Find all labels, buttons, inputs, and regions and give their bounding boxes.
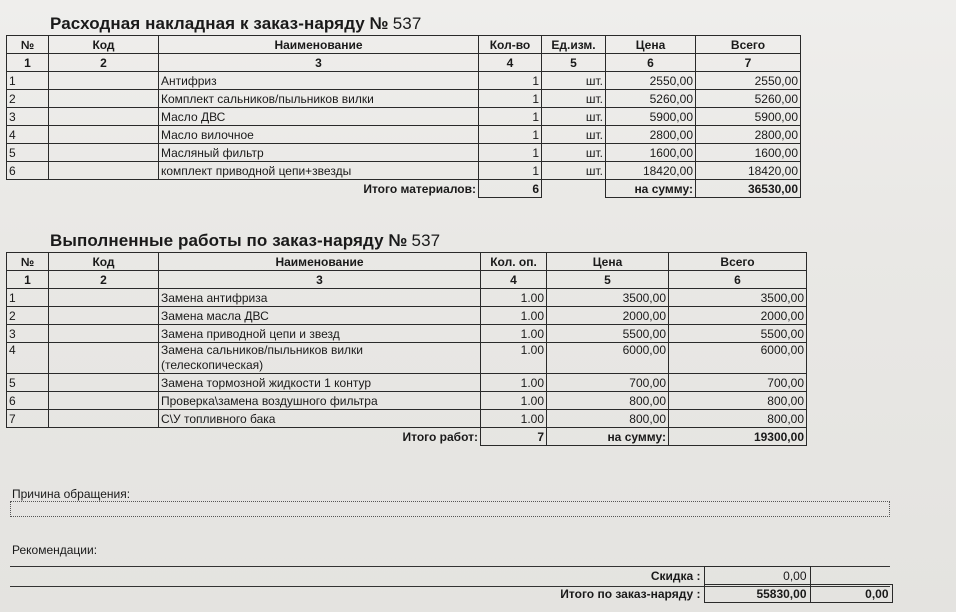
row-code	[49, 126, 159, 144]
index-cell: 1	[7, 54, 49, 72]
col-header-price: Цена	[606, 36, 696, 54]
row-total: 2550,00	[696, 72, 801, 90]
table-row	[7, 108, 801, 126]
row-price: 700,00	[547, 374, 669, 392]
row-name: Масло вилочное	[159, 126, 479, 144]
blank-cell	[49, 180, 159, 198]
materials-index-row	[7, 54, 801, 72]
row-name: Масляный фильтр	[159, 144, 479, 162]
row-price: 5900,00	[606, 108, 696, 126]
row-price: 2000,00	[547, 307, 669, 325]
row-price: 18420,00	[606, 162, 696, 180]
row-total: 800,00	[669, 392, 807, 410]
row-name: Замена антифриза	[159, 289, 481, 307]
col-header-number: №	[7, 253, 49, 271]
row-unit: шт.	[542, 108, 606, 126]
col-header-unit: Ед.изм.	[542, 36, 606, 54]
row-unit: шт.	[542, 126, 606, 144]
blank-cell	[49, 428, 159, 446]
blank-cell	[810, 567, 892, 585]
index-cell: 4	[479, 54, 542, 72]
row-price: 800,00	[547, 392, 669, 410]
row-unit: шт.	[542, 72, 606, 90]
materials-total-sum: 36530,00	[696, 180, 801, 198]
row-name: комплект приводной цепи+звезды	[159, 162, 479, 180]
col-header-code: Код	[49, 36, 159, 54]
row-unit: шт.	[542, 162, 606, 180]
row-code	[49, 144, 159, 162]
row-total: 5900,00	[696, 108, 801, 126]
row-code	[49, 374, 159, 392]
row-total: 18420,00	[696, 162, 801, 180]
row-name: Проверка\замена воздушного фильтра	[159, 392, 481, 410]
row-number: 4	[7, 126, 49, 144]
materials-table	[6, 35, 801, 198]
row-number: 2	[7, 90, 49, 108]
reason-label: Причина обращения:	[12, 487, 131, 501]
works-title-text: Выполненные работы по заказ-наряду №	[50, 231, 408, 250]
row-qty: 1.00	[481, 289, 547, 307]
row-name: Замена тормозной жидкости 1 контур	[159, 374, 481, 392]
row-number: 5	[7, 374, 49, 392]
index-cell: 3	[159, 271, 481, 289]
index-cell: 5	[542, 54, 606, 72]
row-price: 2800,00	[606, 126, 696, 144]
materials-total-qty: 6	[479, 180, 542, 198]
table-row	[7, 343, 807, 374]
index-cell: 1	[7, 271, 49, 289]
row-qty: 1.00	[481, 325, 547, 343]
works-sum-label: на сумму:	[547, 428, 669, 446]
row-name	[159, 343, 481, 374]
blank-cell	[7, 180, 49, 198]
materials-title-text: Расходная накладная к заказ-наряду №	[50, 14, 389, 33]
row-number: 6	[7, 392, 49, 410]
row-name-line-1: Замена сальников/пыльников вилки	[161, 343, 364, 357]
row-total: 800,00	[669, 410, 807, 428]
row-number: 4	[7, 343, 49, 374]
row-total: 2800,00	[696, 126, 801, 144]
materials-total-label: Итого материалов:	[363, 181, 476, 196]
row-qty: 1.00	[481, 343, 547, 374]
index-cell: 5	[547, 271, 669, 289]
table-row	[7, 410, 807, 428]
order-total-label: Итого по заказ-наряду :	[460, 585, 704, 603]
row-name: Антифриз	[159, 72, 479, 90]
index-cell: 2	[49, 271, 159, 289]
row-qty: 1.00	[481, 307, 547, 325]
materials-order-number: 537	[392, 14, 422, 33]
discount-label: Скидка :	[460, 567, 704, 585]
works-total-label: Итого работ:	[402, 429, 478, 444]
discount-value: 0,00	[704, 567, 810, 585]
row-unit: шт.	[542, 144, 606, 162]
works-total-qty: 7	[481, 428, 547, 446]
index-cell: 2	[49, 54, 159, 72]
index-cell: 6	[606, 54, 696, 72]
table-row	[7, 325, 807, 343]
row-code	[49, 90, 159, 108]
col-header-total: Всего	[696, 36, 801, 54]
row-qty: 1	[479, 144, 542, 162]
row-number: 2	[7, 307, 49, 325]
works-order-number: 537	[411, 231, 441, 250]
materials-sum-label: на сумму:	[606, 180, 696, 198]
row-qty: 1	[479, 126, 542, 144]
row-qty: 1	[479, 162, 542, 180]
row-number: 3	[7, 108, 49, 126]
blank-cell	[7, 428, 49, 446]
works-total-sum: 19300,00	[669, 428, 807, 446]
row-qty: 1.00	[481, 392, 547, 410]
col-header-qty: Кол-во	[479, 36, 542, 54]
col-header-code: Код	[49, 253, 159, 271]
table-row	[7, 144, 801, 162]
index-cell: 3	[159, 54, 479, 72]
row-price: 3500,00	[547, 289, 669, 307]
materials-header-row	[7, 36, 801, 54]
row-number: 7	[7, 410, 49, 428]
row-name: Замена масла ДВС	[159, 307, 481, 325]
row-total: 700,00	[669, 374, 807, 392]
materials-total-row	[7, 180, 801, 198]
table-row	[7, 392, 807, 410]
row-qty: 1.00	[481, 374, 547, 392]
works-title	[50, 231, 440, 251]
col-header-total: Всего	[669, 253, 807, 271]
row-price: 2550,00	[606, 72, 696, 90]
row-code	[49, 343, 159, 374]
row-price: 5260,00	[606, 90, 696, 108]
order-extra-value: 0,00	[810, 585, 892, 603]
row-name: Замена приводной цепи и звезд	[159, 325, 481, 343]
summary-table	[460, 566, 893, 603]
row-code	[49, 307, 159, 325]
row-price: 6000,00	[547, 343, 669, 374]
table-row	[7, 72, 801, 90]
row-number: 1	[7, 289, 49, 307]
row-unit: шт.	[542, 90, 606, 108]
row-name: С\У топливного бака	[159, 410, 481, 428]
row-name: Комплект сальников/пыльников вилки	[159, 90, 479, 108]
row-price: 800,00	[547, 410, 669, 428]
col-header-price: Цена	[547, 253, 669, 271]
col-header-name: Наименование	[159, 36, 479, 54]
col-header-number: №	[7, 36, 49, 54]
works-total-row	[7, 428, 807, 446]
row-code	[49, 410, 159, 428]
row-number: 6	[7, 162, 49, 180]
row-qty: 1.00	[481, 410, 547, 428]
order-total-row	[460, 585, 892, 603]
reason-field	[10, 501, 890, 517]
row-code	[49, 162, 159, 180]
col-header-name: Наименование	[159, 253, 481, 271]
order-total-value: 55830,00	[704, 585, 810, 603]
row-code	[49, 72, 159, 90]
works-index-row	[7, 271, 807, 289]
row-code	[49, 289, 159, 307]
row-name: Масло ДВС	[159, 108, 479, 126]
row-number: 5	[7, 144, 49, 162]
row-number: 1	[7, 72, 49, 90]
works-table	[6, 252, 807, 446]
col-header-ops: Кол. оп.	[481, 253, 547, 271]
row-price: 5500,00	[547, 325, 669, 343]
blank-cell	[542, 180, 606, 198]
row-total: 5260,00	[696, 90, 801, 108]
table-row	[7, 162, 801, 180]
row-name-line-2: (телескопическая)	[161, 358, 264, 372]
row-code	[49, 108, 159, 126]
table-row	[7, 289, 807, 307]
recommendations-label: Рекомендации:	[12, 543, 98, 557]
index-cell: 7	[696, 54, 801, 72]
row-code	[49, 325, 159, 343]
works-header-row	[7, 253, 807, 271]
row-price: 1600,00	[606, 144, 696, 162]
table-row	[7, 374, 807, 392]
index-cell: 4	[481, 271, 547, 289]
row-total: 2000,00	[669, 307, 807, 325]
materials-title	[50, 14, 421, 34]
discount-row	[460, 567, 892, 585]
row-qty: 1	[479, 72, 542, 90]
table-row	[7, 126, 801, 144]
row-total: 6000,00	[669, 343, 807, 374]
table-row	[7, 307, 807, 325]
index-cell: 6	[669, 271, 807, 289]
row-total: 3500,00	[669, 289, 807, 307]
row-qty: 1	[479, 90, 542, 108]
table-row	[7, 90, 801, 108]
row-number: 3	[7, 325, 49, 343]
row-code	[49, 392, 159, 410]
row-total: 1600,00	[696, 144, 801, 162]
row-qty: 1	[479, 108, 542, 126]
row-total: 5500,00	[669, 325, 807, 343]
